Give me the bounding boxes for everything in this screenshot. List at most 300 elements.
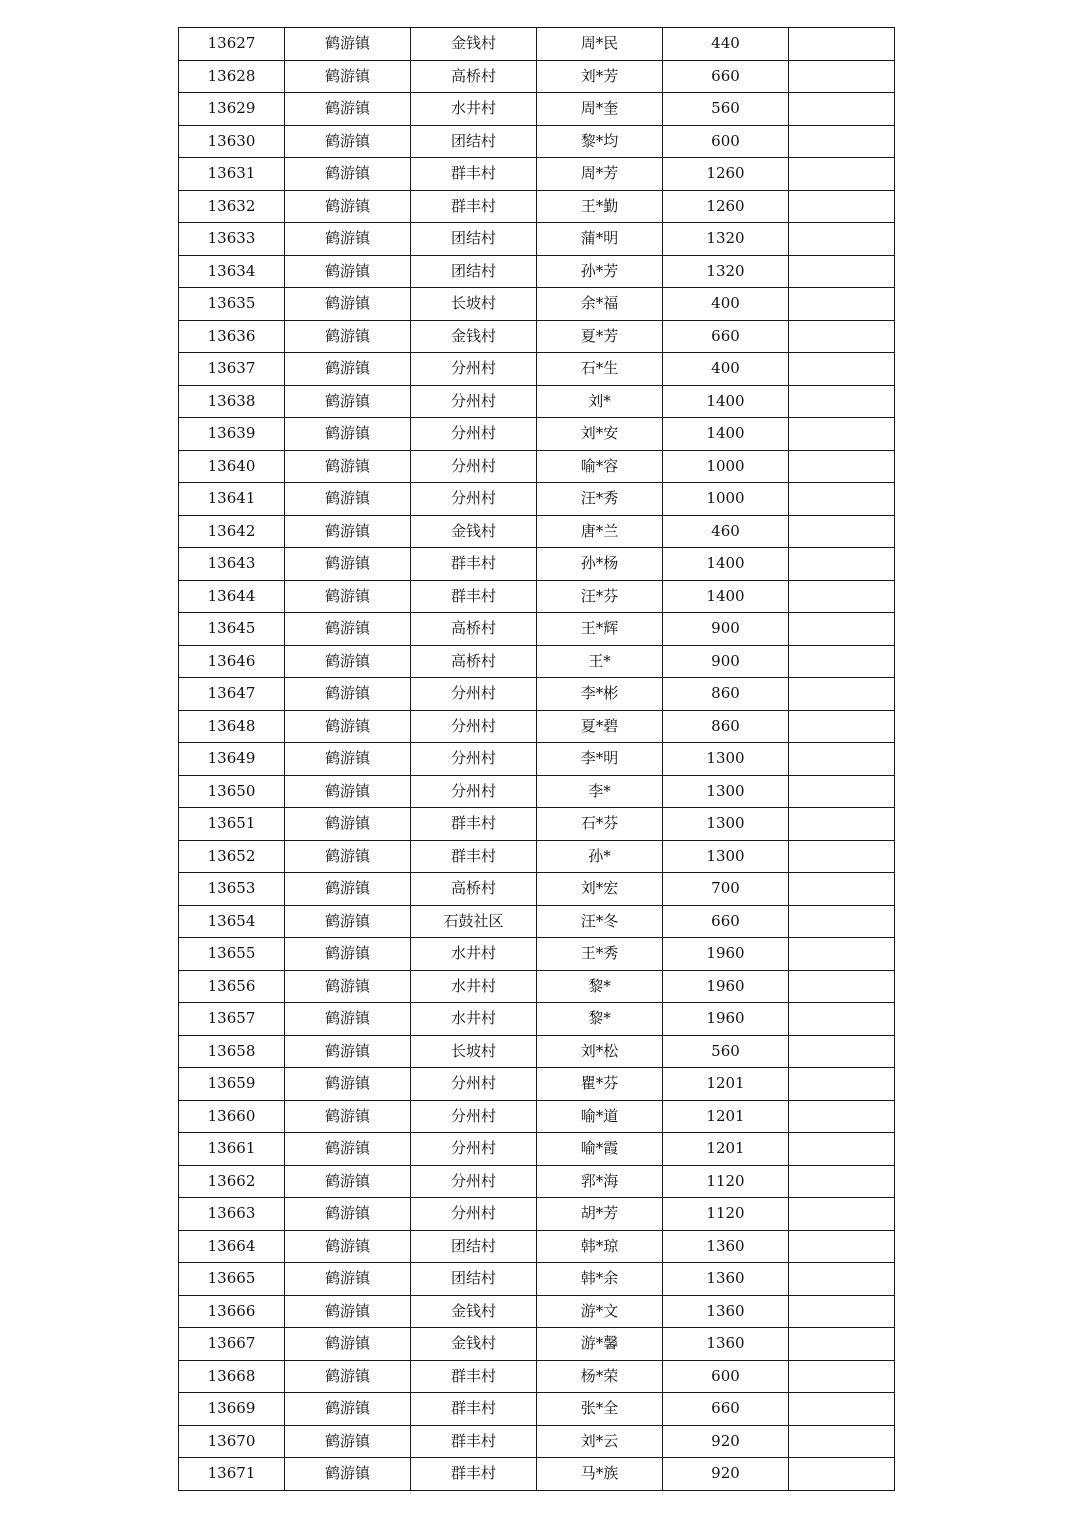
cell-serial-number: 13637 (179, 353, 285, 386)
cell-amount: 600 (663, 1360, 789, 1393)
cell-amount: 1260 (663, 158, 789, 191)
cell-name: 黎* (537, 970, 663, 1003)
cell-note (789, 710, 895, 743)
cell-town: 鹤游镇 (285, 775, 411, 808)
cell-amount: 1400 (663, 580, 789, 613)
cell-town: 鹤游镇 (285, 548, 411, 581)
cell-serial-number: 13643 (179, 548, 285, 581)
cell-village: 石鼓社区 (411, 905, 537, 938)
cell-village: 金钱村 (411, 28, 537, 61)
cell-town: 鹤游镇 (285, 60, 411, 93)
cell-serial-number: 13664 (179, 1230, 285, 1263)
cell-serial-number: 13648 (179, 710, 285, 743)
table-row (179, 1295, 895, 1328)
cell-village: 长坡村 (411, 1035, 537, 1068)
cell-town: 鹤游镇 (285, 320, 411, 353)
cell-note (789, 1198, 895, 1231)
cell-note (789, 1393, 895, 1426)
cell-serial-number: 13644 (179, 580, 285, 613)
table-row (179, 353, 895, 386)
cell-village: 分州村 (411, 678, 537, 711)
cell-name: 周*民 (537, 28, 663, 61)
cell-amount: 1000 (663, 450, 789, 483)
cell-village: 群丰村 (411, 808, 537, 841)
cell-town: 鹤游镇 (285, 1393, 411, 1426)
cell-serial-number: 13657 (179, 1003, 285, 1036)
cell-name: 瞿*芬 (537, 1068, 663, 1101)
cell-serial-number: 13654 (179, 905, 285, 938)
table-row (179, 1003, 895, 1036)
cell-serial-number: 13669 (179, 1393, 285, 1426)
cell-serial-number: 13641 (179, 483, 285, 516)
cell-amount: 1000 (663, 483, 789, 516)
cell-town: 鹤游镇 (285, 255, 411, 288)
cell-name: 王*秀 (537, 938, 663, 971)
cell-name: 喻*霞 (537, 1133, 663, 1166)
cell-serial-number: 13666 (179, 1295, 285, 1328)
cell-name: 刘*宏 (537, 873, 663, 906)
cell-town: 鹤游镇 (285, 970, 411, 1003)
cell-village: 分州村 (411, 710, 537, 743)
cell-note (789, 483, 895, 516)
cell-note (789, 580, 895, 613)
table-row (179, 60, 895, 93)
cell-name: 杨*荣 (537, 1360, 663, 1393)
cell-amount: 700 (663, 873, 789, 906)
cell-note (789, 125, 895, 158)
table-row (179, 418, 895, 451)
cell-town: 鹤游镇 (285, 678, 411, 711)
cell-serial-number: 13663 (179, 1198, 285, 1231)
cell-note (789, 255, 895, 288)
cell-town: 鹤游镇 (285, 580, 411, 613)
cell-note (789, 223, 895, 256)
cell-amount: 1300 (663, 743, 789, 776)
cell-town: 鹤游镇 (285, 613, 411, 646)
table-row (179, 775, 895, 808)
cell-amount: 400 (663, 353, 789, 386)
cell-town: 鹤游镇 (285, 645, 411, 678)
cell-amount: 1400 (663, 385, 789, 418)
cell-village: 团结村 (411, 223, 537, 256)
cell-serial-number: 13635 (179, 288, 285, 321)
cell-amount: 1300 (663, 840, 789, 873)
cell-serial-number: 13646 (179, 645, 285, 678)
table-row (179, 288, 895, 321)
cell-village: 水井村 (411, 970, 537, 1003)
cell-serial-number: 13642 (179, 515, 285, 548)
cell-name: 胡*芳 (537, 1198, 663, 1231)
cell-name: 王*辉 (537, 613, 663, 646)
cell-name: 喻*容 (537, 450, 663, 483)
cell-serial-number: 13655 (179, 938, 285, 971)
cell-amount: 1320 (663, 255, 789, 288)
cell-town: 鹤游镇 (285, 1198, 411, 1231)
cell-village: 分州村 (411, 743, 537, 776)
cell-village: 分州村 (411, 1133, 537, 1166)
table-row (179, 255, 895, 288)
table-row (179, 515, 895, 548)
table-row (179, 645, 895, 678)
cell-amount: 860 (663, 710, 789, 743)
cell-amount: 1260 (663, 190, 789, 223)
cell-town: 鹤游镇 (285, 1068, 411, 1101)
cell-name: 夏*碧 (537, 710, 663, 743)
cell-note (789, 678, 895, 711)
cell-name: 汪*芬 (537, 580, 663, 613)
cell-village: 高桥村 (411, 613, 537, 646)
cell-amount: 660 (663, 320, 789, 353)
cell-village: 分州村 (411, 418, 537, 451)
cell-village: 分州村 (411, 483, 537, 516)
cell-name: 郛*海 (537, 1165, 663, 1198)
cell-name: 孙*芳 (537, 255, 663, 288)
cell-town: 鹤游镇 (285, 385, 411, 418)
cell-amount: 1400 (663, 418, 789, 451)
table-row (179, 548, 895, 581)
table-row (179, 28, 895, 61)
cell-name: 李*明 (537, 743, 663, 776)
cell-town: 鹤游镇 (285, 1035, 411, 1068)
cell-serial-number: 13640 (179, 450, 285, 483)
cell-serial-number: 13670 (179, 1425, 285, 1458)
cell-amount: 920 (663, 1458, 789, 1491)
cell-amount: 1201 (663, 1100, 789, 1133)
cell-note (789, 613, 895, 646)
cell-note (789, 158, 895, 191)
cell-note (789, 1068, 895, 1101)
cell-town: 鹤游镇 (285, 873, 411, 906)
cell-name: 黎* (537, 1003, 663, 1036)
cell-name: 王*勤 (537, 190, 663, 223)
cell-note (789, 1360, 895, 1393)
cell-amount: 1960 (663, 938, 789, 971)
cell-note (789, 1295, 895, 1328)
cell-village: 团结村 (411, 125, 537, 158)
cell-town: 鹤游镇 (285, 1295, 411, 1328)
cell-serial-number: 13629 (179, 93, 285, 126)
table-row (179, 1035, 895, 1068)
table-row (179, 320, 895, 353)
cell-note (789, 840, 895, 873)
cell-serial-number: 13667 (179, 1328, 285, 1361)
cell-note (789, 60, 895, 93)
cell-serial-number: 13660 (179, 1100, 285, 1133)
table-row (179, 223, 895, 256)
cell-name: 石*生 (537, 353, 663, 386)
cell-village: 群丰村 (411, 1425, 537, 1458)
table-row (179, 125, 895, 158)
cell-serial-number: 13639 (179, 418, 285, 451)
cell-name: 刘*松 (537, 1035, 663, 1068)
cell-name: 汪*秀 (537, 483, 663, 516)
cell-village: 金钱村 (411, 1328, 537, 1361)
cell-note (789, 1003, 895, 1036)
cell-name: 游*文 (537, 1295, 663, 1328)
cell-amount: 1201 (663, 1133, 789, 1166)
cell-note (789, 645, 895, 678)
cell-serial-number: 13652 (179, 840, 285, 873)
cell-town: 鹤游镇 (285, 743, 411, 776)
cell-serial-number: 13631 (179, 158, 285, 191)
cell-village: 分州村 (411, 385, 537, 418)
cell-village: 高桥村 (411, 60, 537, 93)
cell-name: 马*族 (537, 1458, 663, 1491)
cell-amount: 440 (663, 28, 789, 61)
table-row (179, 580, 895, 613)
cell-town: 鹤游镇 (285, 1458, 411, 1491)
table-row (179, 1198, 895, 1231)
cell-village: 团结村 (411, 1263, 537, 1296)
cell-amount: 600 (663, 125, 789, 158)
cell-serial-number: 13662 (179, 1165, 285, 1198)
cell-serial-number: 13665 (179, 1263, 285, 1296)
cell-village: 水井村 (411, 1003, 537, 1036)
cell-amount: 1360 (663, 1295, 789, 1328)
cell-serial-number: 13636 (179, 320, 285, 353)
cell-village: 金钱村 (411, 320, 537, 353)
cell-name: 唐*兰 (537, 515, 663, 548)
cell-note (789, 515, 895, 548)
cell-town: 鹤游镇 (285, 905, 411, 938)
cell-serial-number: 13638 (179, 385, 285, 418)
cell-village: 水井村 (411, 93, 537, 126)
cell-amount: 560 (663, 93, 789, 126)
table-row (179, 1425, 895, 1458)
cell-village: 群丰村 (411, 190, 537, 223)
cell-serial-number: 13649 (179, 743, 285, 776)
cell-amount: 900 (663, 613, 789, 646)
cell-town: 鹤游镇 (285, 28, 411, 61)
table-row (179, 613, 895, 646)
cell-town: 鹤游镇 (285, 1328, 411, 1361)
table-row (179, 1068, 895, 1101)
cell-name: 孙* (537, 840, 663, 873)
table-row (179, 840, 895, 873)
cell-amount: 900 (663, 645, 789, 678)
cell-amount: 1360 (663, 1230, 789, 1263)
cell-serial-number: 13630 (179, 125, 285, 158)
cell-town: 鹤游镇 (285, 288, 411, 321)
cell-town: 鹤游镇 (285, 1003, 411, 1036)
cell-name: 王* (537, 645, 663, 678)
cell-serial-number: 13645 (179, 613, 285, 646)
cell-village: 分州村 (411, 1068, 537, 1101)
cell-amount: 1320 (663, 223, 789, 256)
table-row (179, 938, 895, 971)
cell-note (789, 873, 895, 906)
cell-serial-number: 13633 (179, 223, 285, 256)
cell-note (789, 1100, 895, 1133)
cell-note (789, 320, 895, 353)
cell-serial-number: 13650 (179, 775, 285, 808)
cell-town: 鹤游镇 (285, 1165, 411, 1198)
cell-amount: 400 (663, 288, 789, 321)
cell-village: 群丰村 (411, 548, 537, 581)
cell-name: 张*全 (537, 1393, 663, 1426)
cell-town: 鹤游镇 (285, 1230, 411, 1263)
cell-town: 鹤游镇 (285, 1133, 411, 1166)
cell-name: 黎*均 (537, 125, 663, 158)
cell-name: 孙*杨 (537, 548, 663, 581)
cell-note (789, 970, 895, 1003)
cell-note (789, 548, 895, 581)
table-row (179, 1165, 895, 1198)
cell-village: 金钱村 (411, 515, 537, 548)
cell-village: 群丰村 (411, 580, 537, 613)
table-row (179, 970, 895, 1003)
cell-amount: 1300 (663, 775, 789, 808)
table-row (179, 1133, 895, 1166)
cell-village: 水井村 (411, 938, 537, 971)
cell-village: 群丰村 (411, 158, 537, 191)
cell-name: 刘* (537, 385, 663, 418)
cell-name: 喻*道 (537, 1100, 663, 1133)
cell-town: 鹤游镇 (285, 190, 411, 223)
cell-serial-number: 13627 (179, 28, 285, 61)
table-row (179, 710, 895, 743)
cell-village: 分州村 (411, 1100, 537, 1133)
cell-town: 鹤游镇 (285, 223, 411, 256)
cell-amount: 460 (663, 515, 789, 548)
cell-note (789, 1035, 895, 1068)
cell-town: 鹤游镇 (285, 125, 411, 158)
cell-note (789, 938, 895, 971)
cell-name: 余*福 (537, 288, 663, 321)
cell-name: 周*芳 (537, 158, 663, 191)
data-table (178, 27, 895, 1491)
cell-serial-number: 13651 (179, 808, 285, 841)
cell-name: 李*彬 (537, 678, 663, 711)
cell-village: 高桥村 (411, 873, 537, 906)
cell-name: 刘*芳 (537, 60, 663, 93)
table-row (179, 158, 895, 191)
cell-town: 鹤游镇 (285, 1360, 411, 1393)
table-row (179, 483, 895, 516)
cell-amount: 860 (663, 678, 789, 711)
cell-amount: 1400 (663, 548, 789, 581)
table-row (179, 1263, 895, 1296)
cell-note (789, 905, 895, 938)
table-row (179, 450, 895, 483)
cell-note (789, 418, 895, 451)
cell-village: 分州村 (411, 1165, 537, 1198)
cell-town: 鹤游镇 (285, 158, 411, 191)
table-row (179, 1328, 895, 1361)
cell-village: 分州村 (411, 1198, 537, 1231)
table-row (179, 93, 895, 126)
cell-note (789, 288, 895, 321)
cell-name: 韩*余 (537, 1263, 663, 1296)
cell-amount: 1360 (663, 1263, 789, 1296)
cell-amount: 660 (663, 905, 789, 938)
cell-amount: 1201 (663, 1068, 789, 1101)
cell-village: 分州村 (411, 450, 537, 483)
cell-town: 鹤游镇 (285, 353, 411, 386)
cell-town: 鹤游镇 (285, 418, 411, 451)
cell-village: 分州村 (411, 353, 537, 386)
cell-town: 鹤游镇 (285, 483, 411, 516)
cell-town: 鹤游镇 (285, 450, 411, 483)
cell-note (789, 1263, 895, 1296)
cell-name: 游*馨 (537, 1328, 663, 1361)
cell-town: 鹤游镇 (285, 93, 411, 126)
cell-serial-number: 13656 (179, 970, 285, 1003)
cell-name: 韩*琼 (537, 1230, 663, 1263)
cell-amount: 1960 (663, 970, 789, 1003)
cell-name: 石*芬 (537, 808, 663, 841)
table-row (179, 1100, 895, 1133)
table-row (179, 1360, 895, 1393)
table-row (179, 678, 895, 711)
table-row (179, 743, 895, 776)
cell-name: 周*奎 (537, 93, 663, 126)
cell-town: 鹤游镇 (285, 710, 411, 743)
cell-serial-number: 13661 (179, 1133, 285, 1166)
table-row (179, 808, 895, 841)
cell-amount: 1120 (663, 1198, 789, 1231)
cell-serial-number: 13658 (179, 1035, 285, 1068)
cell-note (789, 93, 895, 126)
cell-name: 刘*安 (537, 418, 663, 451)
cell-name: 刘*云 (537, 1425, 663, 1458)
cell-name: 蒲*明 (537, 223, 663, 256)
cell-note (789, 1458, 895, 1491)
cell-amount: 920 (663, 1425, 789, 1458)
cell-serial-number: 13668 (179, 1360, 285, 1393)
cell-name: 夏*芳 (537, 320, 663, 353)
cell-name: 李* (537, 775, 663, 808)
cell-note (789, 1425, 895, 1458)
cell-village: 分州村 (411, 775, 537, 808)
cell-town: 鹤游镇 (285, 840, 411, 873)
cell-note (789, 28, 895, 61)
cell-village: 长坡村 (411, 288, 537, 321)
cell-amount: 1960 (663, 1003, 789, 1036)
cell-village: 群丰村 (411, 840, 537, 873)
cell-village: 团结村 (411, 255, 537, 288)
cell-note (789, 190, 895, 223)
cell-serial-number: 13647 (179, 678, 285, 711)
cell-note (789, 353, 895, 386)
cell-note (789, 1230, 895, 1263)
table-row (179, 1458, 895, 1491)
cell-serial-number: 13632 (179, 190, 285, 223)
cell-village: 群丰村 (411, 1360, 537, 1393)
cell-amount: 1300 (663, 808, 789, 841)
cell-village: 群丰村 (411, 1458, 537, 1491)
table-body (179, 28, 895, 1491)
cell-serial-number: 13628 (179, 60, 285, 93)
cell-amount: 1120 (663, 1165, 789, 1198)
cell-town: 鹤游镇 (285, 515, 411, 548)
cell-note (789, 743, 895, 776)
table-row (179, 1393, 895, 1426)
cell-serial-number: 13659 (179, 1068, 285, 1101)
cell-note (789, 1133, 895, 1166)
cell-amount: 660 (663, 60, 789, 93)
cell-village: 金钱村 (411, 1295, 537, 1328)
cell-note (789, 808, 895, 841)
cell-village: 群丰村 (411, 1393, 537, 1426)
table-row (179, 1230, 895, 1263)
cell-serial-number: 13634 (179, 255, 285, 288)
cell-amount: 560 (663, 1035, 789, 1068)
cell-town: 鹤游镇 (285, 938, 411, 971)
cell-name: 汪*冬 (537, 905, 663, 938)
cell-amount: 660 (663, 1393, 789, 1426)
cell-town: 鹤游镇 (285, 1100, 411, 1133)
